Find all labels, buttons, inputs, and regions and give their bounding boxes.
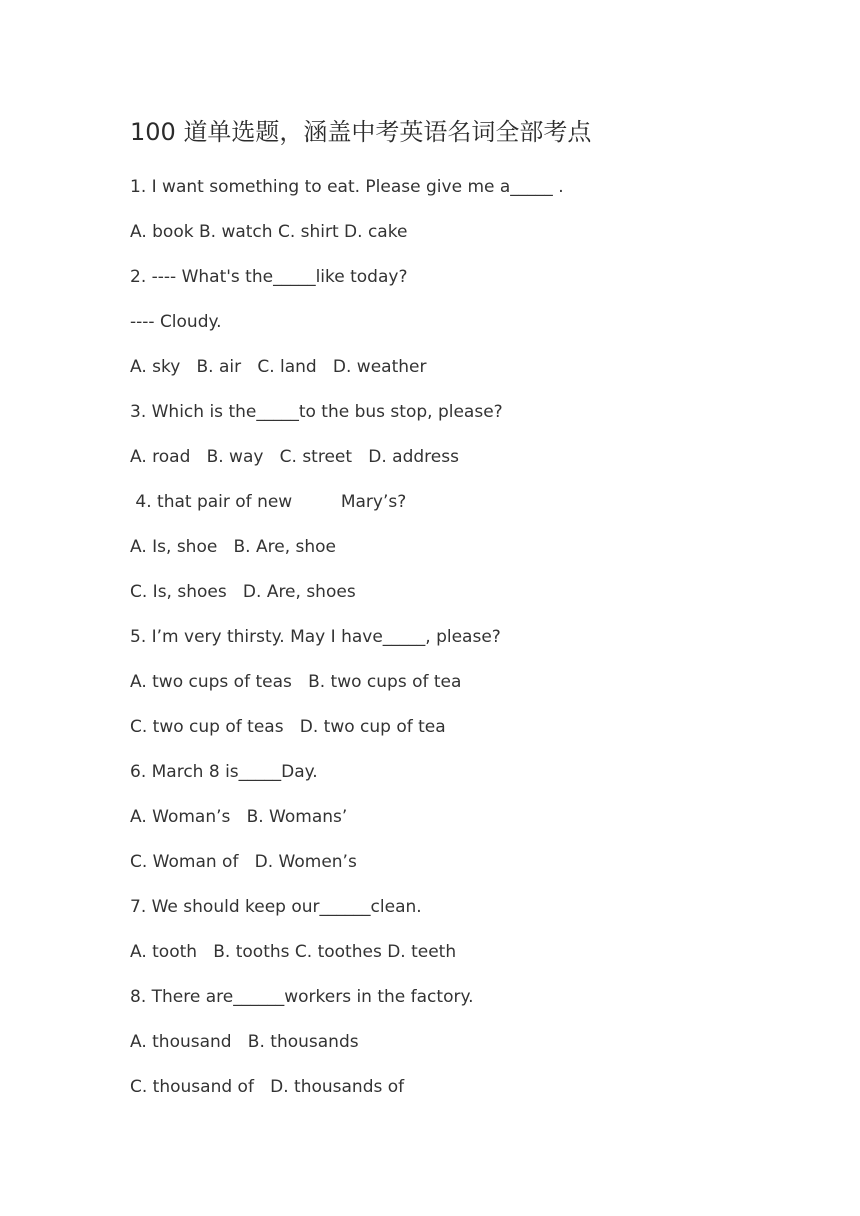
- question-3-options: A. road B. way C. street D. address: [130, 447, 459, 467]
- question-8-options-a-b: A. thousand B. thousands: [130, 1032, 359, 1052]
- question-6-options-c-d: C. Woman of D. Women’s: [130, 852, 357, 872]
- question-4-options-a-b: A. Is, shoe B. Are, shoe: [130, 537, 336, 557]
- document-title: 100 道单选题，涵盖中考英语名词全部考点: [130, 118, 592, 146]
- question-6-stem: 6. March 8 is_____Day.: [130, 762, 318, 782]
- question-8-stem: 8. There are______workers in the factory.: [130, 987, 474, 1007]
- question-4-stem: 4. that pair of new Mary’s?: [130, 492, 407, 512]
- question-1-stem: 1. I want something to eat. Please give me a_____ .: [130, 177, 564, 197]
- question-4-options-c-d: C. Is, shoes D. Are, shoes: [130, 582, 356, 602]
- question-1-options: A. book B. watch C. shirt D. cake: [130, 222, 408, 242]
- question-2-stem: 2. ---- What's the_____like today?: [130, 267, 408, 287]
- question-7-options: A. tooth B. tooths C. toothes D. teeth: [130, 942, 457, 962]
- question-6-options-a-b: A. Woman’s B. Womans’: [130, 807, 348, 827]
- question-5-options-a-b: A. two cups of teas B. two cups of tea: [130, 672, 462, 692]
- question-8-options-c-d: C. thousand of D. thousands of: [130, 1077, 405, 1097]
- question-3-stem: 3. Which is the_____to the bus stop, please?: [130, 402, 503, 422]
- question-5-options-c-d: C. two cup of teas D. two cup of tea: [130, 717, 446, 737]
- question-2-options: A. sky B. air C. land D. weather: [130, 357, 427, 377]
- question-list: [130, 175, 820, 1120]
- question-5-stem: 5. I’m very thirsty. May I have_____, please?: [130, 627, 501, 647]
- question-7-stem: 7. We should keep our______clean.: [130, 897, 422, 917]
- question-2-answer-line: ---- Cloudy.: [130, 312, 222, 332]
